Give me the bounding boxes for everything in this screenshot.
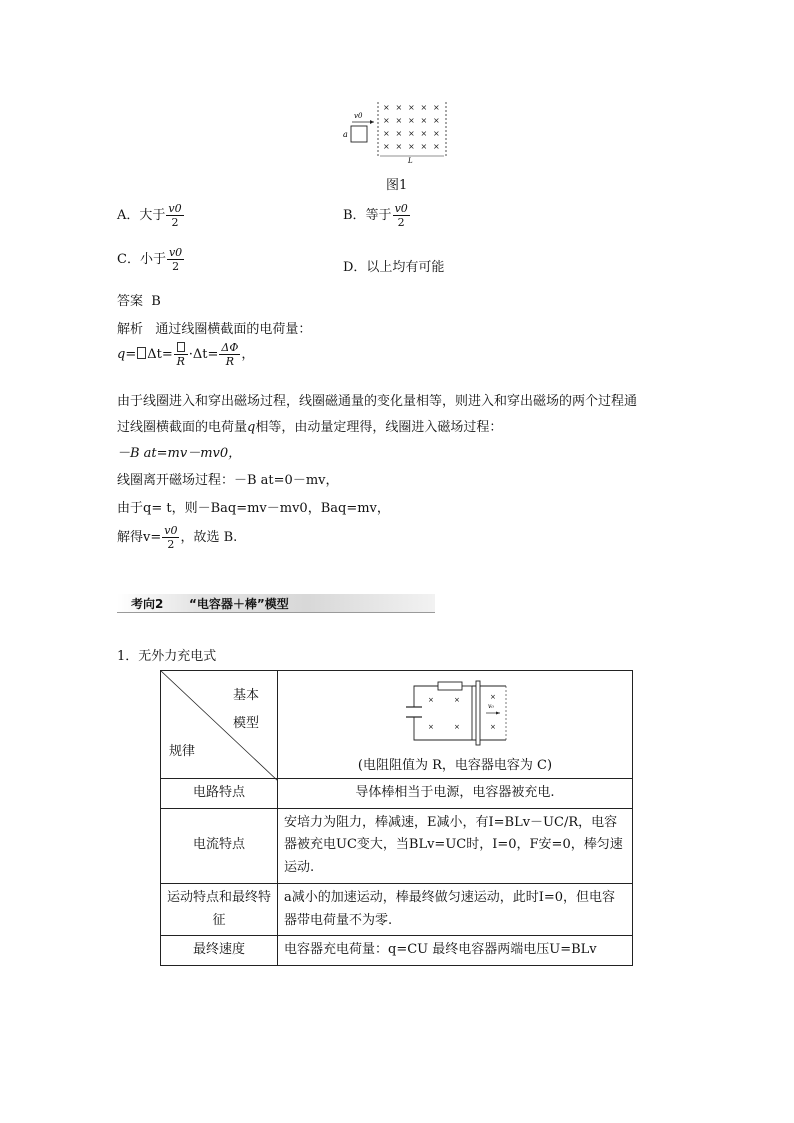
analysis-eq1: q= Δt= R ·Δt= $\frac{\Delta\Phi}{R}$ ， (117, 341, 255, 368)
table-row (161, 808, 633, 883)
row-content: 导体棒相当于电源，电容器被充电. (278, 778, 633, 808)
row-label: 运动特点和最终特征 (161, 883, 278, 936)
analysis-line4: －B at=mv－mv0， (117, 446, 242, 461)
field-cross-icon: × (408, 129, 415, 138)
row-label: 电路特点 (161, 778, 278, 808)
table-header-row (161, 671, 633, 779)
analysis-line6: 由于q= t，则－Baq=mv－mv0，Baq=mv， (117, 501, 390, 516)
field-cross-icon: × (420, 103, 428, 112)
option-a: A．大于 $\frac{v0}{2}$ (117, 202, 182, 229)
item-1-heading: 1．无外力充电式 (117, 649, 217, 664)
table-row (161, 936, 633, 966)
option-d: D．以上均有可能 (343, 260, 445, 275)
analysis-line5: 线圈离开磁场过程：－B at=0－mv， (117, 473, 339, 488)
table-row (161, 883, 633, 936)
answer-label: 答案 (117, 294, 144, 309)
option-b: B．等于 $\frac{v0}{2}$ (343, 202, 408, 229)
svg-text:×: × (490, 723, 496, 731)
option-c: C．小于 $\frac{v0}{2}$ (117, 246, 183, 273)
field-cross-icon: × (395, 142, 403, 151)
section-title: “电容器＋棒”模型 (189, 597, 289, 611)
section-tag: 考向2 (131, 597, 164, 611)
field-cross-icon: × (408, 116, 415, 125)
analysis-line7: 解得v= $\frac{v0}{2}$ ，故选 B. (117, 524, 238, 551)
field-cross-icon: × (420, 142, 428, 151)
row-label: 最终速度 (161, 936, 278, 966)
field-cross-icon: × (420, 129, 428, 138)
field-cross-icon: × (433, 116, 440, 125)
section-header (117, 594, 435, 613)
svg-text:×: × (428, 723, 434, 731)
figure-1-L-label: L (408, 157, 413, 165)
model-table (160, 670, 633, 966)
svg-text:×: × (454, 723, 460, 731)
row-content: 安培力为阻力，棒减速，E减小，有I=BLv－UC/R，电容器被充电UC变大，当BLv=UC时，I=0，F安=0，棒匀速运动. (278, 808, 633, 883)
svg-text:×: × (490, 693, 496, 701)
svg-text:v₀: v₀ (488, 703, 494, 710)
row-content: 电容器充电荷量：q=CU 最终电容器两端电压U=BLv (278, 936, 633, 966)
field-cross-icon: × (383, 116, 390, 125)
figure-1-diagram (340, 96, 455, 166)
svg-text:×: × (454, 696, 460, 704)
circuit-cell (278, 671, 633, 779)
field-cross-icon: × (433, 142, 440, 151)
diagonal-header-cell: 基本 模型 规律 (161, 671, 278, 779)
analysis-line2: 由于线圈进入和穿出磁场过程，线圈磁通量的变化量相等，则进入和穿出磁场的两个过程通 (117, 394, 638, 409)
circuit-diagram (400, 677, 510, 747)
field-cross-icon: × (433, 129, 440, 138)
answer-line (117, 290, 161, 309)
field-cross-icon: × (408, 103, 415, 112)
figure-1-v0-label: v0 (354, 112, 363, 120)
circuit-caption: (电阻阻值为 R，电容器电容为 C) (357, 758, 553, 773)
field-cross-icon: × (383, 103, 390, 112)
svg-text:×: × (428, 696, 434, 704)
field-cross-icon: × (395, 103, 403, 112)
field-cross-icon: × (433, 103, 440, 112)
analysis-line3: 过线圈横截面的电荷量q相等，由动量定理得，线圈进入磁场过程： (117, 420, 503, 435)
answer-value: B (151, 294, 161, 309)
field-cross-icon: × (383, 129, 390, 138)
row-content: a减小的加速运动，棒最终做匀速运动，此时I=0，但电容器带电荷量不为零. (278, 883, 633, 936)
analysis-intro: 解析 通过线圈横截面的电荷量： (117, 322, 312, 337)
field-cross-icon: × (408, 142, 415, 151)
field-cross-icon: × (420, 116, 428, 125)
field-cross-icon: × (395, 129, 403, 138)
figure-1-a-label: a (343, 130, 348, 139)
table-row (161, 778, 633, 808)
field-cross-icon: × (395, 116, 403, 125)
row-label: 电流特点 (161, 808, 278, 883)
figure-1-caption: 图1 (386, 178, 408, 193)
field-cross-icon: × (383, 142, 390, 151)
